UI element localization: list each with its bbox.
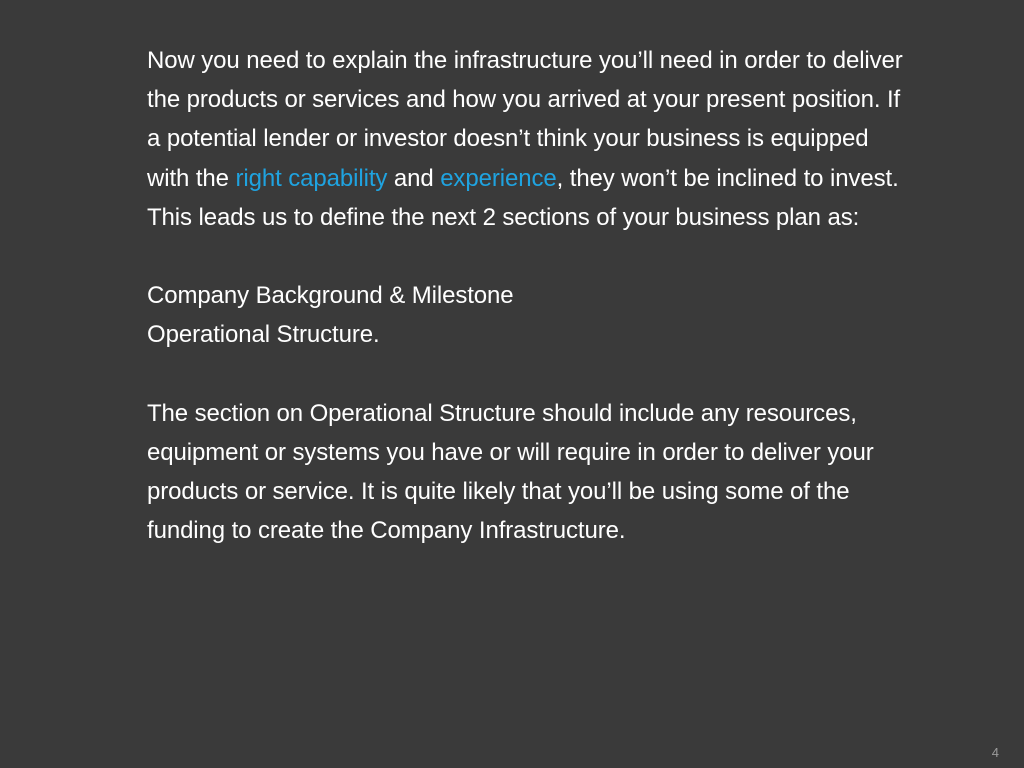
slide-content <box>147 41 907 551</box>
intro-text-1: Now you need to explain the infrastructure you’ll need in order to deliver the products or services and how you arrived at your present position. If a potential lender or investor doesn’t think your business is equipped with the <box>147 47 903 192</box>
spacer <box>147 355 907 394</box>
operational-structure-paragraph: The section on Operational Structure should include any resources, equipment or systems you have or will require in order to deliver your products or service. It is quite likely that you’ll be using some of the funding to create the Company Infrastructure. <box>147 399 874 545</box>
slide-number: 4 <box>991 745 999 760</box>
section-item-company-background: Company Background & Milestone <box>147 282 514 310</box>
spacer <box>147 237 907 276</box>
experience-highlight: experience <box>440 164 557 192</box>
right-capability-highlight: right capability <box>235 164 388 192</box>
intro-paragraph <box>147 41 907 237</box>
intro-text-3: , they won’t be inclined to invest. This leads us to define the next 2 sections of your business plan as: <box>147 164 899 231</box>
section-list <box>147 276 907 354</box>
section-item-operational-structure: Operational Structure. <box>147 321 380 349</box>
intro-text-2: and <box>387 164 441 192</box>
